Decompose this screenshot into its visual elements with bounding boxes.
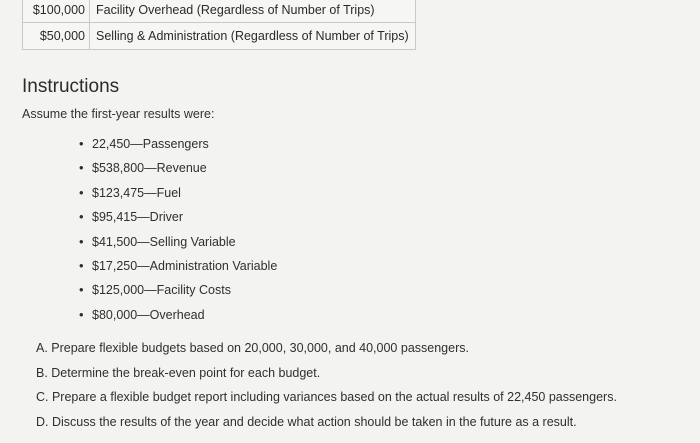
list-item bbox=[79, 235, 277, 259]
bullet-icon: • bbox=[79, 306, 84, 322]
bullet-icon: • bbox=[79, 282, 84, 298]
table-row bbox=[23, 0, 416, 23]
cost-amount: $100,000 bbox=[23, 0, 90, 23]
bullet-icon: • bbox=[79, 160, 84, 176]
results-list bbox=[79, 137, 277, 332]
bullet-icon: • bbox=[79, 209, 84, 225]
list-item bbox=[79, 186, 277, 210]
task-item: D. Discuss the results of the year and decide what action should be taken in the future as a result. bbox=[36, 414, 577, 429]
result-text: $125,000—Facility Costs bbox=[92, 283, 231, 298]
list-item bbox=[79, 210, 277, 234]
result-text: $538,800—Revenue bbox=[92, 161, 207, 176]
bullet-icon: • bbox=[79, 233, 84, 249]
result-text: $80,000—Overhead bbox=[92, 307, 205, 322]
list-item bbox=[79, 161, 277, 185]
task-list bbox=[36, 341, 617, 439]
task-item: B. Determine the break-even point for each budget. bbox=[36, 365, 321, 380]
bullet-icon: • bbox=[79, 136, 84, 151]
result-text: $17,250—Administration Variable bbox=[92, 258, 278, 273]
task-item: C. Prepare a flexible budget report including variances based on the actual results of 22,450 passengers. bbox=[36, 390, 617, 405]
instructions-heading: Instructions bbox=[22, 76, 120, 97]
instructions-intro: Assume the first-year results were: bbox=[22, 107, 215, 121]
result-text: $95,415—Driver bbox=[92, 210, 184, 225]
cost-description: Facility Overhead (Regardless of Number of Trips) bbox=[90, 0, 416, 23]
list-item bbox=[79, 308, 277, 332]
result-text: $123,475—Fuel bbox=[92, 185, 181, 200]
bullet-icon: • bbox=[79, 257, 84, 273]
task-item: A. Prepare flexible budgets based on 20,000, 30,000, and 40,000 passengers. bbox=[36, 341, 469, 355]
cost-amount: $50,000 bbox=[23, 23, 90, 50]
table-row bbox=[23, 23, 416, 50]
list-item bbox=[79, 259, 277, 283]
cost-table bbox=[22, 0, 416, 50]
result-text: 22,450—Passengers bbox=[92, 137, 209, 151]
result-text: $41,500—Selling Variable bbox=[92, 234, 236, 249]
list-item bbox=[79, 283, 277, 307]
bullet-icon: • bbox=[79, 184, 84, 200]
cost-description: Selling & Administration (Regardless of Number of Trips) bbox=[90, 23, 416, 50]
list-item bbox=[79, 137, 277, 161]
